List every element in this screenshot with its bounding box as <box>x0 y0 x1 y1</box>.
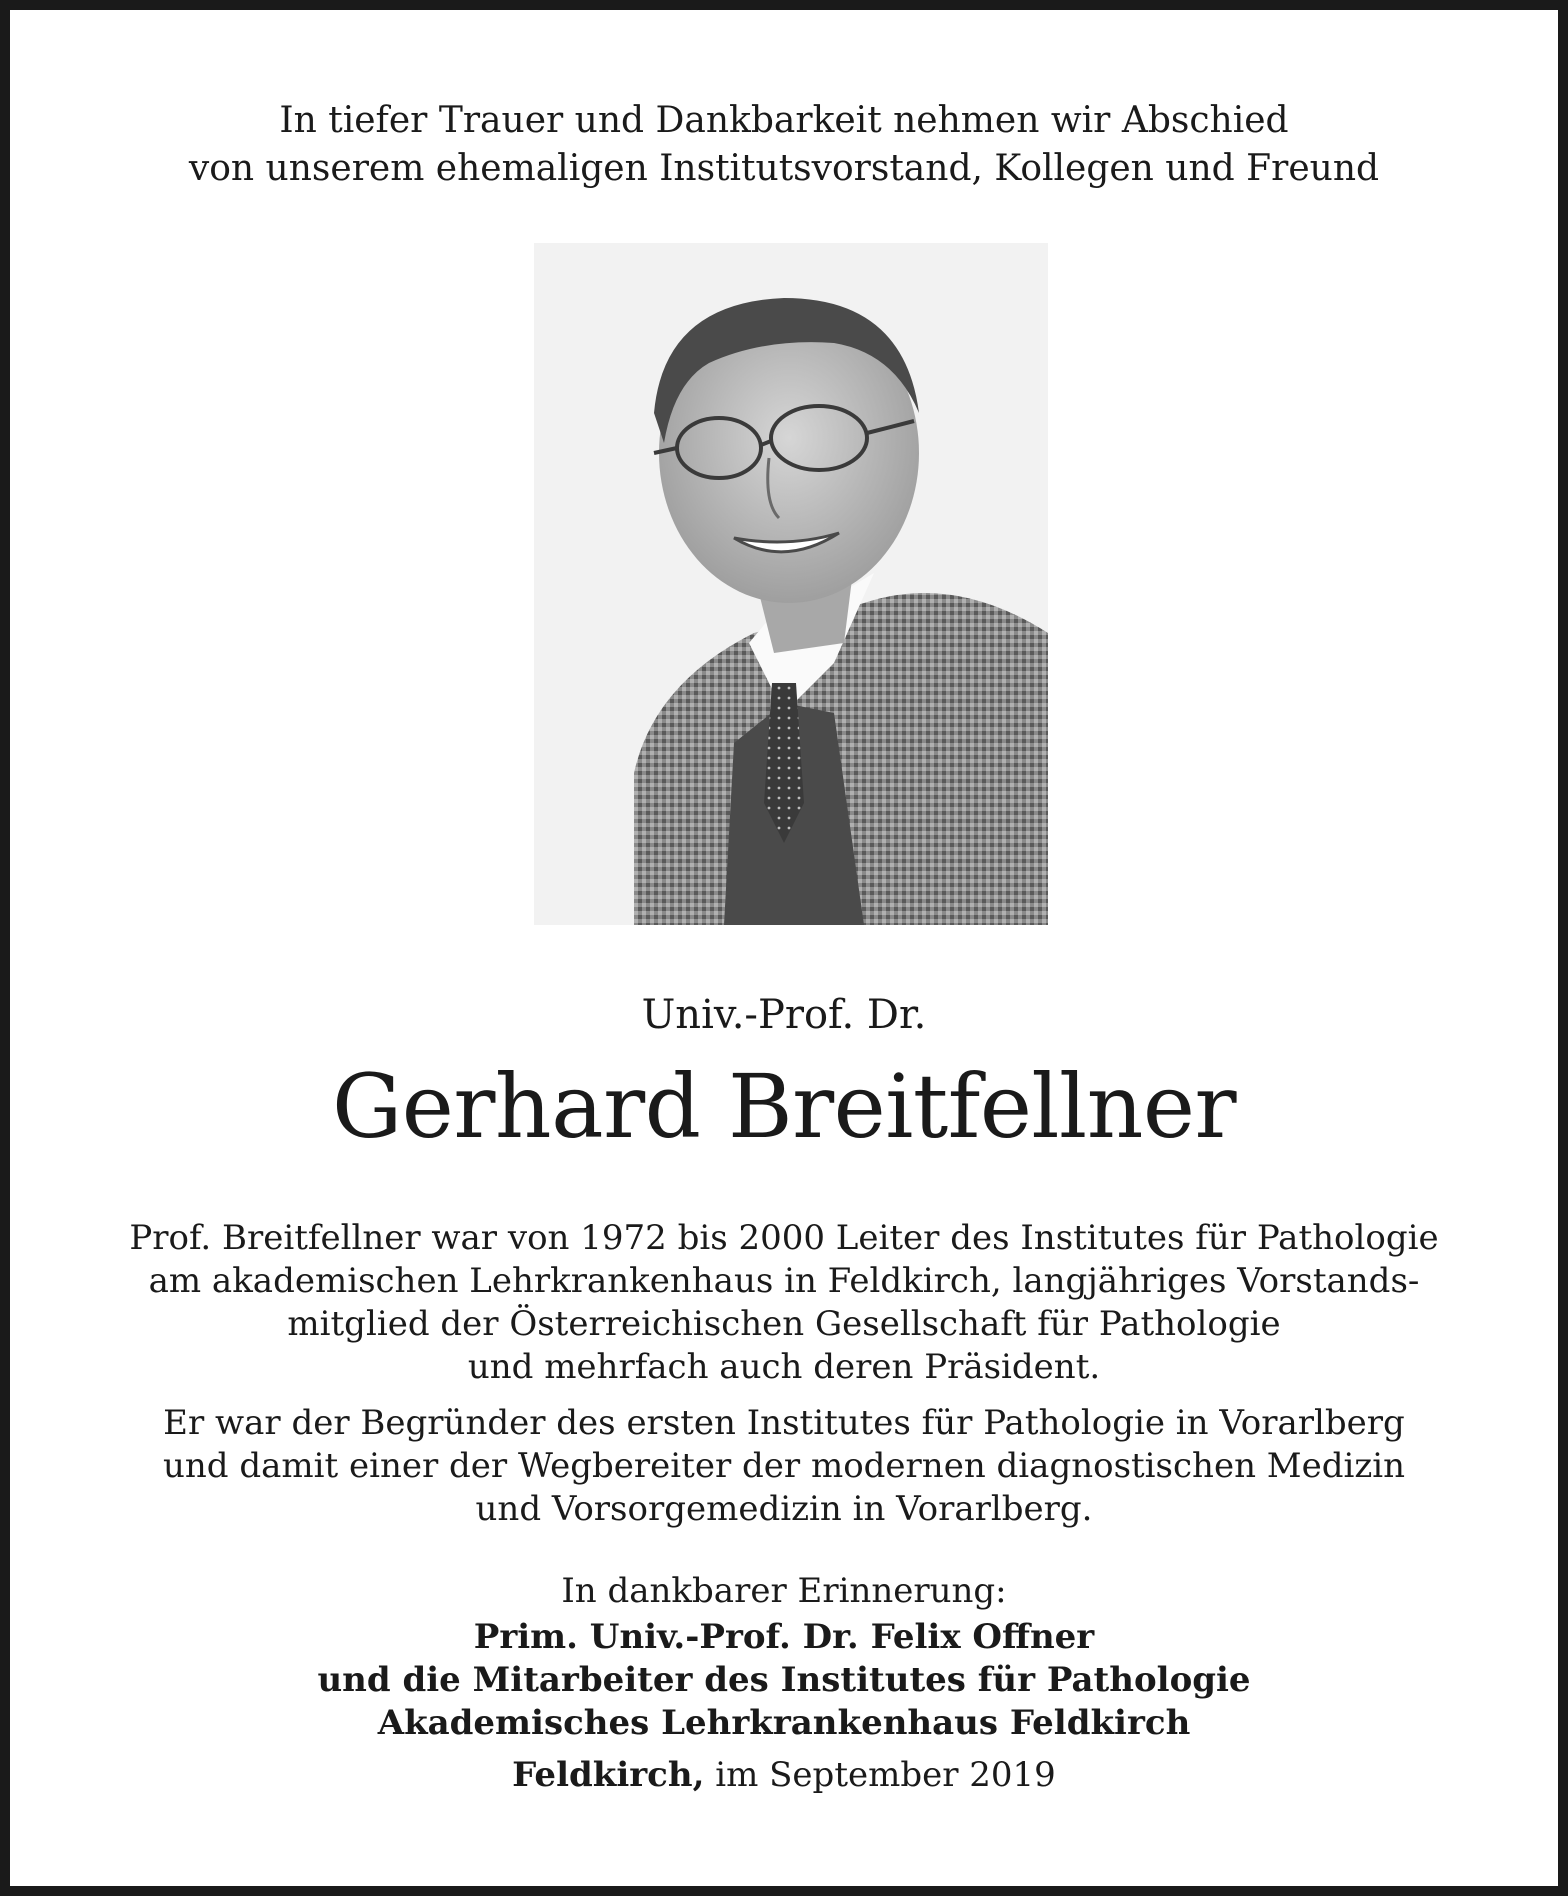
bio-line: Er war der Begründer des ersten Institutes für Pathologie in Vorarlberg <box>163 1403 1405 1443</box>
intro-text <box>10 97 1558 193</box>
place: Feldkirch, <box>512 1755 705 1795</box>
signers <box>10 1616 1558 1745</box>
portrait-photo <box>534 243 1048 925</box>
intro-line-1: In tiefer Trauer und Dankbarkeit nehmen wir Abschied <box>279 100 1289 141</box>
academic-title: Univ.-Prof. Dr. <box>641 992 927 1038</box>
deceased-name: Gerhard Breitfellner <box>331 1055 1237 1158</box>
date: im September 2019 <box>715 1755 1056 1795</box>
place-and-date <box>10 1754 1558 1797</box>
signer-line: Akademisches Lehrkrankenhaus Feldkirch <box>377 1703 1191 1743</box>
biography-paragraph-2 <box>10 1402 1558 1531</box>
bio-line: Prof. Breitfellner war von 1972 bis 2000 Leiter des Institutes für Pathologie <box>129 1218 1439 1258</box>
intro-line-2: von unserem ehemaligen Institutsvorstand, Kollegen und Freund <box>188 148 1380 189</box>
signer-line: Prim. Univ.-Prof. Dr. Felix Offner <box>473 1617 1095 1657</box>
bio-line: und damit einer der Wegbereiter der modernen diagnostischen Medizin <box>162 1446 1406 1486</box>
biography-paragraph-1 <box>10 1217 1558 1389</box>
bio-line: am akademischen Lehrkrankenhaus in Feldkirch, langjähriges Vorstands- <box>148 1261 1420 1301</box>
signer-line: und die Mitarbeiter des Institutes für Pathologie <box>317 1660 1251 1700</box>
bio-line: und mehrfach auch deren Präsident. <box>467 1347 1101 1387</box>
bio-line: und Vorsorgemedizin in Vorarlberg. <box>475 1489 1093 1529</box>
bio-line: mitglied der Österreichischen Gesellschaft für Pathologie <box>287 1304 1281 1344</box>
memory-line: In dankbarer Erinnerung: <box>561 1571 1007 1611</box>
